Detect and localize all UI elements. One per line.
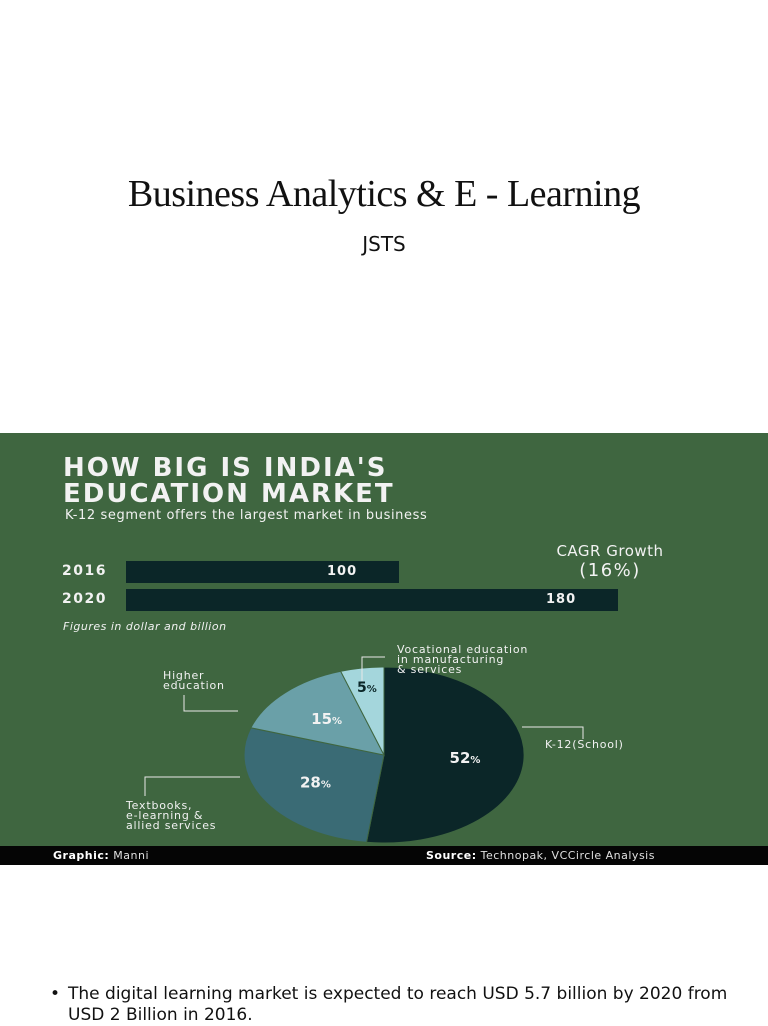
source-credit-value: Technopak, VCCircle Analysis [480,849,655,862]
source-credit [426,849,655,862]
bullet-item [50,984,746,1026]
cagr-value: (16%) [579,560,641,581]
infographic-footer [0,846,768,865]
callout-higher: Higher education [163,669,225,692]
bar-category-label: 2020 [62,591,107,607]
bar-category-label: 2016 [62,563,107,579]
leader-line-textbooks [145,777,240,796]
bar-value-label: 180 [546,592,577,607]
bullet-text: The digital learning market is expected to reach USD 5.7 billion by 2020 from USD 2 Billion in 2016. [68,984,728,1025]
graphic-credit-value: Manni [113,849,150,862]
pie-value-label: 52% [449,749,481,768]
infographic-heading: HOW BIG IS INDIA'S EDUCATION MARKET [63,453,395,509]
source-credit-label: Source: [426,849,477,862]
graphic-credit [53,849,149,862]
figures-note: Figures in dollar and billion [63,620,227,633]
callout-k12: K-12(School) [545,738,624,751]
graphic-credit-label: Graphic: [53,849,110,862]
bullet-dot-icon: • [50,984,61,1004]
slide-title: Business Analytics & E - Learning [127,173,641,215]
bar-value-label: 100 [327,564,358,579]
infographic-subheading: K-12 segment offers the largest market in business [65,508,428,523]
pie-value-label: 5% [357,680,377,697]
market-share-pie [0,433,768,865]
cagr-label: CAGR Growth [556,542,664,560]
pie-value-label: 15% [311,709,343,728]
leader-line-higher [184,695,238,711]
callout-vocational: Vocational education in manufacturing & services [397,643,529,676]
pie-value-label: 28% [299,773,331,792]
slide-subtitle: JSTS [362,232,406,256]
callout-textbooks: Textbooks, e-learning & allied services [126,799,217,832]
pie-slice-k12 [367,667,525,843]
education-market-infographic [0,433,768,865]
